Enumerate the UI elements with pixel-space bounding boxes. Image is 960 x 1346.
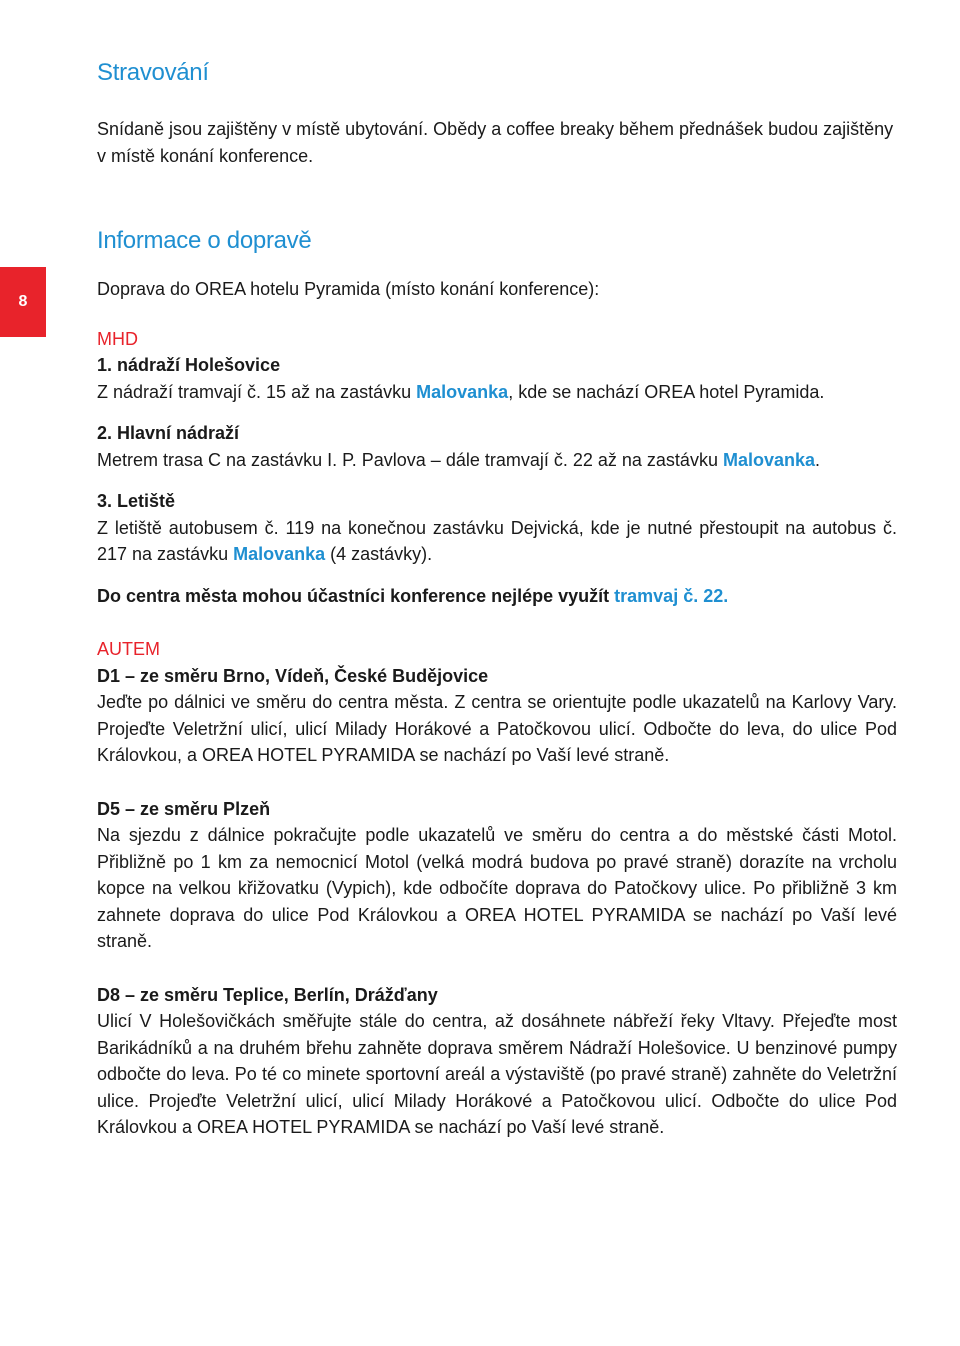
- d8-text: Ulicí V Holešovičkách směřujte stále do centra, až dosáhnete nábřeží řeky Vltavy. Přejeďte most Barikádníků a na druhém břehu zahněte doprava směrem Nádraží Holešovice. U benzinové pumpy odbočte do leva. Po té co minete sportovní areál a výstaviště (po pravé straně) zahněte do Veletržní ulice. Projeďte Veletržní ulicí, ulicí Milady Horákové a Patočkovou ulicí. Odbočte do ulice Pod Královkou a OREA HOTEL PYRAMIDA se nachází po Vaší levé straně.: [97, 1011, 897, 1137]
- section-title-doprava: Informace o dopravě: [97, 227, 312, 254]
- d5-text: Na sjezdu z dálnice pokračujte podle ukazatelů ve směru do centra a do městské části Motol. Přibližně po 1 km za nemocnicí Motol (velká modrá budova po pravé straně) dorazíte na vrcholu kopce na velkou křižovatku (Vypich), kde odbočíte doprava do Patočkovy ulice. Po přibližně 3 km zahnete doprava do ulice Pod Královkou a OREA HOTEL PYRAMIDA se nachází po Vaší levé straně.: [97, 825, 897, 951]
- item3-text-a: Z letiště autobusem č. 119 na konečnou zastávku Dejvická, kde je nutné přestoupit na autobus č. 217 na zastávku: [97, 517, 897, 564]
- page-content: [97, 58, 897, 1141]
- item1-text-a: Z nádraží tramvají č. 15 až na zastávku: [97, 381, 417, 402]
- mhd-label: MHD: [97, 328, 138, 349]
- item2-text: [97, 447, 897, 474]
- d5-title: D5 – ze směru Plzeň: [97, 798, 271, 819]
- item2-malovanka: Malovanka: [722, 449, 816, 470]
- item1-text-b: , kde se nachází OREA hotel Pyramida.: [508, 381, 825, 402]
- item3-text-b: (4 zastávky).: [325, 544, 433, 564]
- item2-title: 2. Hlavní nádraží: [97, 423, 240, 443]
- item1-text: [97, 379, 897, 406]
- d1-text: Jeďte po dálnici ve směru do centra města. Z centra se orientujte podle ukazatelů na Karlovy Vary. Projeďte Veletržní ulicí, ulicí Milady Horákové a Patočkovou ulicí. Odbočte do leva, do ulice Pod Královkou, a OREA HOTEL PYRAMIDA se nachází po Vaší levé straně.: [97, 692, 897, 765]
- tram-tip-text: Do centra města mohou účastníci konference nejlépe využít: [97, 585, 615, 606]
- section-title-stravovani: Stravování: [97, 59, 209, 86]
- autem-label: AUTEM: [97, 639, 160, 659]
- item3-text: [97, 515, 897, 568]
- d1-title: D1 – ze směru Brno, Vídeň, České Budějovice: [97, 665, 489, 686]
- tram-tip: [97, 583, 897, 610]
- item2-text-b: .: [815, 449, 821, 470]
- item1-title: 1. nádraží Holešovice: [97, 355, 281, 375]
- d8-title: D8 – ze směru Teplice, Berlín, Drážďany: [97, 984, 438, 1005]
- item1-malovanka: Malovanka: [416, 381, 509, 402]
- doprava-intro: Doprava do OREA hotelu Pyramida (místo konání konference):: [97, 279, 600, 299]
- stravovani-text: Snídaně jsou zajištěny v místě ubytování. Obědy a coffee breaky během přednášek budou zajištěny v místě konání konference.: [97, 119, 894, 166]
- item2-text-a: Metrem trasa C na zastávku I. P. Pavlova – dále tramvají č. 22 až na zastávku: [97, 449, 723, 470]
- tram-tip-link: tramvaj č. 22.: [614, 585, 729, 606]
- page-number-tab: [0, 267, 46, 337]
- item3-title: 3. Letiště: [97, 491, 176, 511]
- page-number: 8: [18, 293, 28, 310]
- item3-malovanka: Malovanka: [233, 544, 326, 564]
